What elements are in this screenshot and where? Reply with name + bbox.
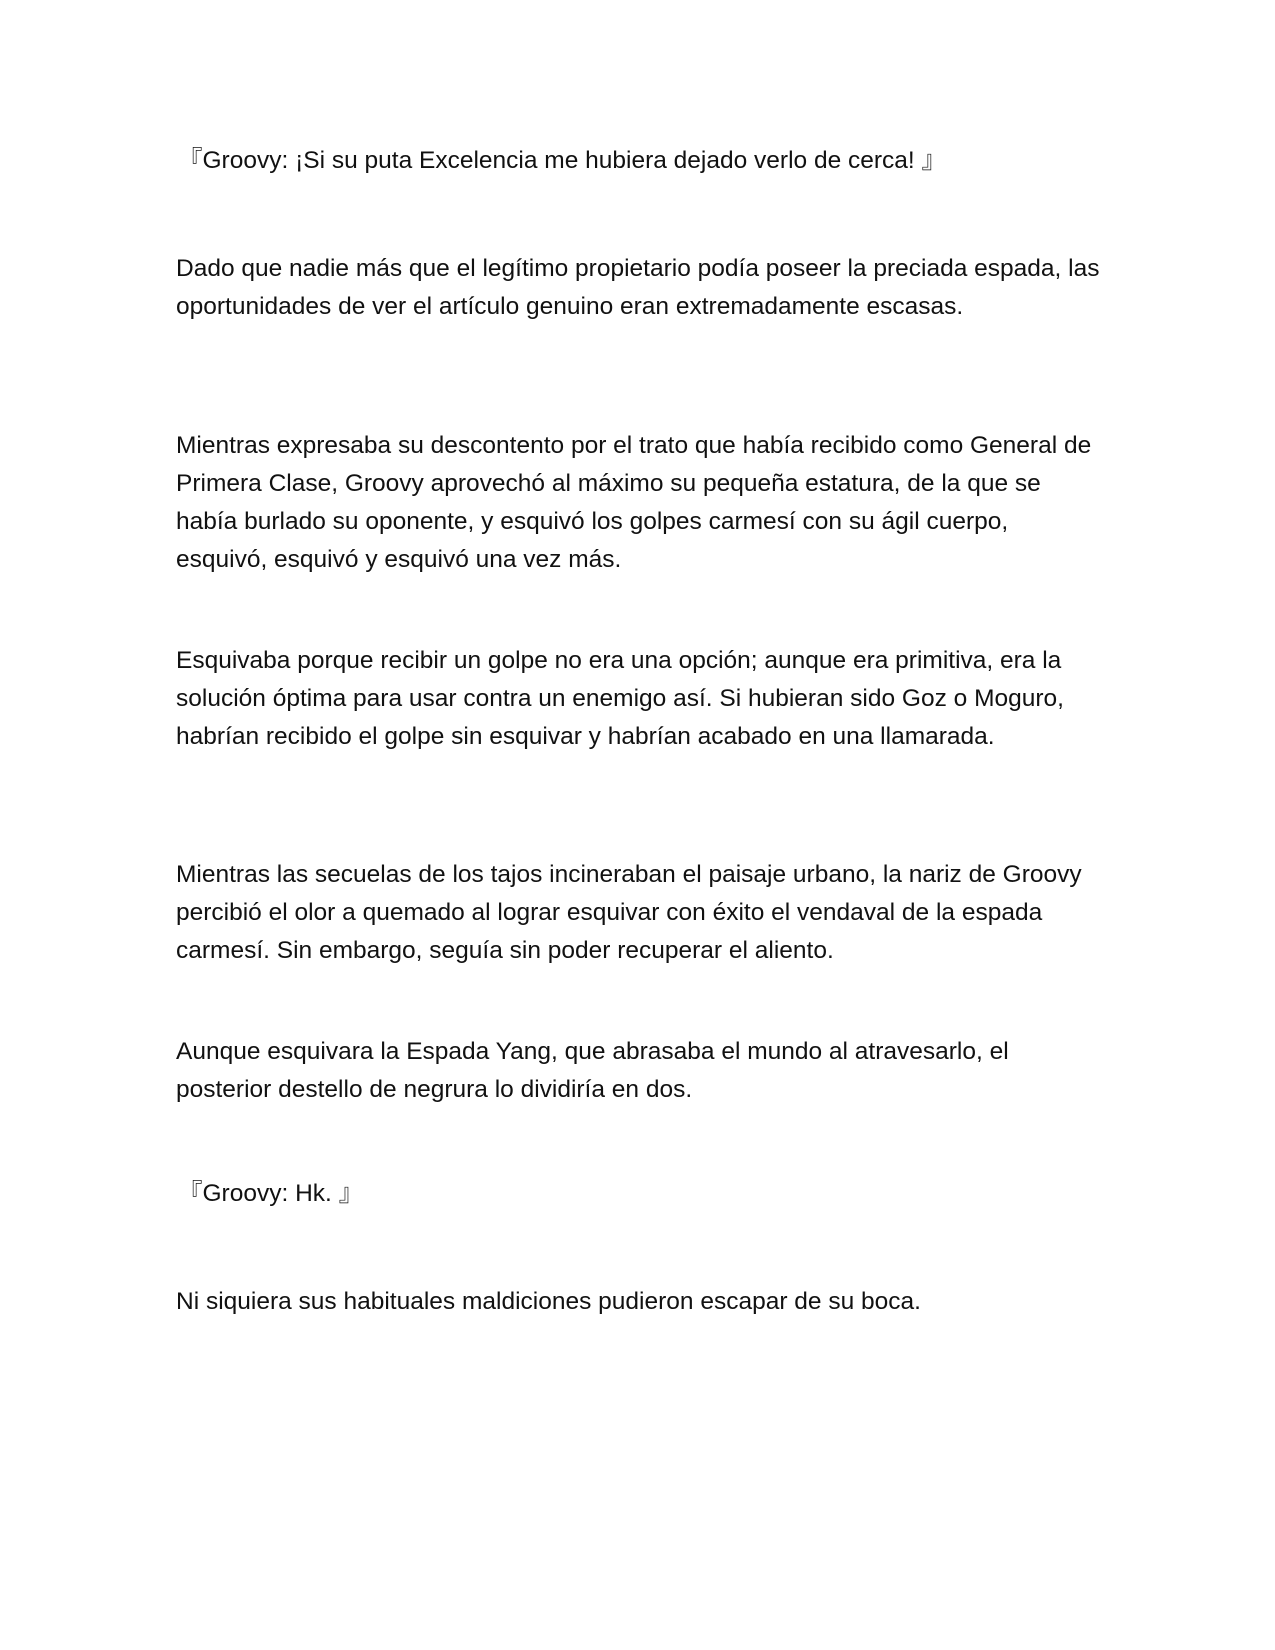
paragraph-4: Mientras las secuelas de los tajos incineraban el paisaje urbano, la nariz de Groovy percibió el olor a quemado al lograr esquivar con éxito el vendaval de la espada carmesí. Sin embargo, seguía sin poder recuperar el aliento. xyxy=(176,861,1082,964)
paragraph-5: Aunque esquivara la Espada Yang, que abrasaba el mundo al atravesarlo, el posterior destello de negrura lo dividiría en dos. xyxy=(176,1038,1009,1103)
paragraph-1: Dado que nadie más que el legítimo propietario podía poseer la preciada espada, las oportunidades de ver el artículo genuino eran extremadamente escasas. xyxy=(176,255,1100,320)
paragraph-2: Mientras expresaba su descontento por el trato que había recibido como General de Primera Clase, Groovy aprovechó al máximo su pequeña estatura, de la que se había burlado su oponente, y esquivó los golpes carmesí con su ágil cuerpo, esquivó, esquivó y esquivó una vez más. xyxy=(176,432,1092,573)
dialogue-line-2: 『Groovy: Hk. 』 xyxy=(178,1180,364,1207)
paragraph-3: Esquivaba porque recibir un golpe no era una opción; aunque era primitiva, era la solución óptima para usar contra un enemigo así. Si hubieran sido Goz o Moguro, habrían recibido el golpe sin esquivar y habrían acabado en una llamarada. xyxy=(176,647,1064,750)
paragraph-6: Ni siquiera sus habituales maldiciones pudieron escapar de su boca. xyxy=(176,1288,921,1315)
dialogue-line-1: 『Groovy: ¡Si su puta Excelencia me hubiera dejado verlo de cerca! 』 xyxy=(178,147,947,174)
